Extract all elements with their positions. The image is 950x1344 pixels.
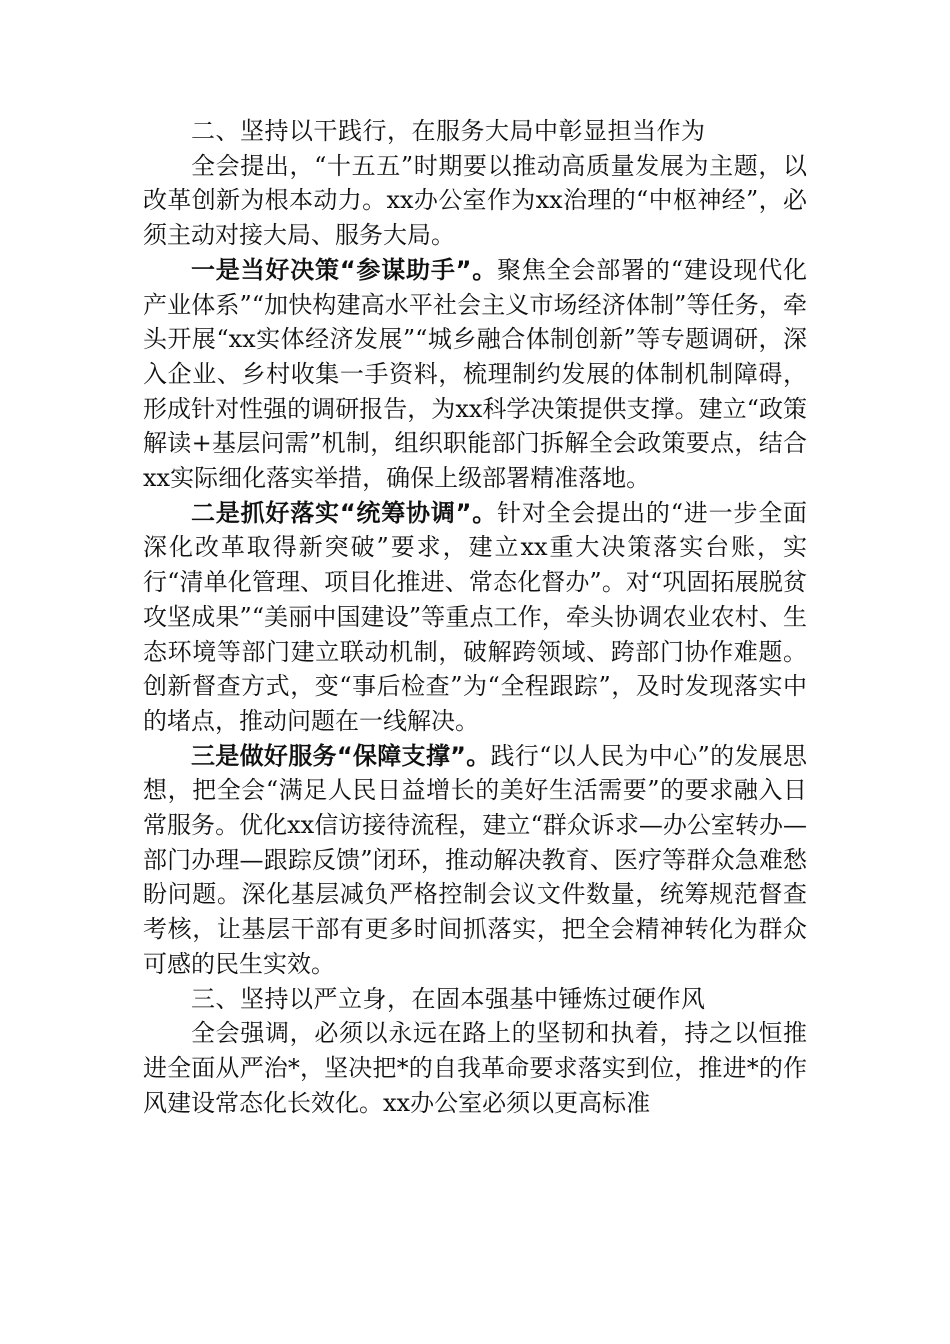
item-paragraph-2 <box>143 496 807 739</box>
section-heading-3: 三、坚持以严立身，在固本强基中锤炼过硬作风 <box>191 984 706 1013</box>
item-lead-3: 三是做好服务“保障支撑”。 <box>191 741 491 770</box>
item-paragraph-3 <box>143 739 807 982</box>
document-page <box>143 114 807 1120</box>
item-body-1: 聚焦全会部署的“建设现代化产业体系”“加快构建高水平社会主义市场经济体制”等任务，牵头开展“xx实体经济发展”“城乡融合体制创新”等专题调研，深入企业、乡村收集一手资料，梳理制约发展的体制机制障碍，形成针对性强的调研报告，为xx科学决策提供支撑。建立“政策解读+基层问需”机制，组织职能部门拆解全会政策要点，结合xx实际细化落实举措，确保上级部署精准落地。 <box>143 255 807 493</box>
section-intro-3: 全会强调，必须以永远在路上的坚韧和执着，持之以恒推进全面从严治*，坚决把*的自我革命要求落实到位，推进*的作风建设常态化长效化。xx办公室必须以更高标准 <box>143 1019 807 1117</box>
item-lead-1: 一是当好决策“参谋助手”。 <box>191 255 498 284</box>
item-lead-2: 二是抓好落实“统筹协调”。 <box>191 498 498 527</box>
section-heading-2: 二、坚持以干践行，在服务大局中彰显担当作为 <box>191 117 706 145</box>
section-intro-2: 全会提出，“十五五”时期要以推动高质量发展为主题，以改革创新为根本动力。xx办公室作为xx治理的“中枢神经”，必须主动对接大局、服务大局。 <box>143 151 807 250</box>
item-paragraph-1 <box>143 253 807 496</box>
item-body-3: 践行“以人民为中心”的发展思想，把全会“满足人民日益增长的美好生活需要”的要求融入日常服务。优化xx信访接待流程，建立“群众诉求—办公室转办—部门办理—跟踪反馈”闭环，推动解决教育、医疗等群众急难愁盼问题。深化基层减负严格控制会议文件数量，统筹规范督查考核，让基层干部有更多时间抓落实，把全会精神转化为群众可感的民生实效。 <box>143 741 807 978</box>
item-body-2: 针对全会提出的“进一步全面深化改革取得新突破”要求，建立xx重大决策落实台账，实行“清单化管理、项目化推进、常态化督办”。对“巩固拓展脱贫攻坚成果”“美丽中国建设”等重点工作，牵头协调农业农村、生态环境等部门建立联动机制，破解跨领域、跨部门协作难题。创新督查方式，变“事后检查”为“全程跟踪”，及时发现落实中的堵点，推动问题在一线解决。 <box>143 498 807 735</box>
